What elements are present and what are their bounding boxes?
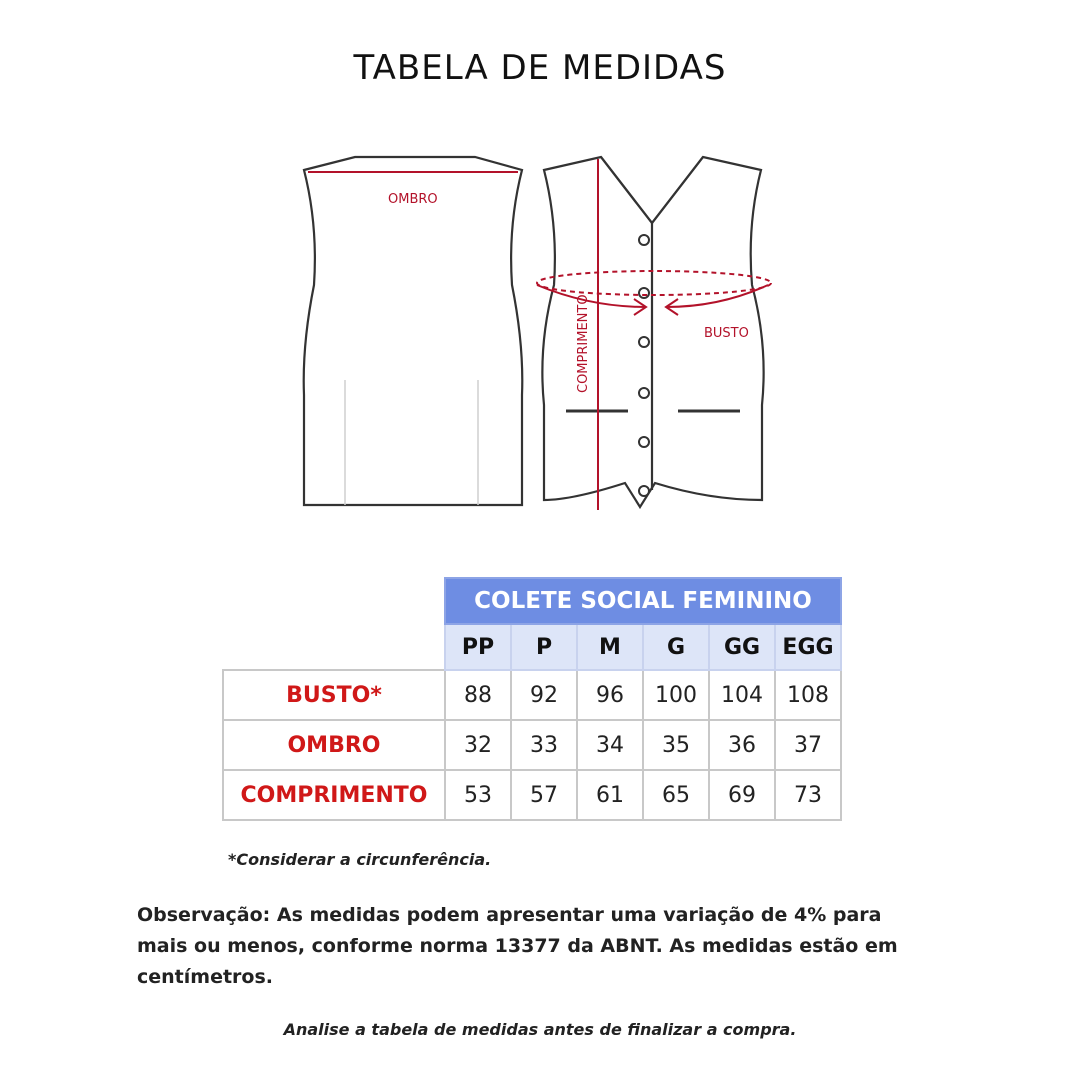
vest-illustration (290, 145, 790, 525)
size-header: M (577, 624, 643, 670)
table-cell: 96 (577, 670, 643, 720)
table-cell: 36 (709, 720, 775, 770)
size-header-row (223, 624, 841, 670)
table-title-row (223, 578, 841, 624)
size-header: G (643, 624, 709, 670)
table-cell: 53 (445, 770, 511, 820)
table-cell: 104 (709, 670, 775, 720)
table-cell: 69 (709, 770, 775, 820)
table-cell: 92 (511, 670, 577, 720)
size-header: EGG (775, 624, 841, 670)
table-cell: 65 (643, 770, 709, 820)
button-icon (639, 288, 649, 298)
table-cell: 34 (577, 720, 643, 770)
circumference-note: *Considerar a circunferência. (228, 850, 492, 869)
table-title: COLETE SOCIAL FEMININO (445, 578, 841, 624)
table-cell: 88 (445, 670, 511, 720)
button-icon (639, 388, 649, 398)
table-cell: 100 (643, 670, 709, 720)
table-cell: 73 (775, 770, 841, 820)
button-icon (639, 337, 649, 347)
busto-label: BUSTO (704, 326, 749, 341)
size-header: PP (445, 624, 511, 670)
table-cell: 57 (511, 770, 577, 820)
table-row (223, 720, 841, 770)
size-table (222, 577, 842, 821)
table-cell: 32 (445, 720, 511, 770)
button-icon (639, 437, 649, 447)
comprimento-label: COMPRIMENTO (576, 294, 591, 393)
table-cell: 61 (577, 770, 643, 820)
ombro-label: OMBRO (388, 192, 438, 207)
vest-buttons (639, 235, 649, 496)
button-icon (639, 486, 649, 496)
busto-measure-dashed (537, 271, 771, 295)
size-header: P (511, 624, 577, 670)
blank-corner (223, 578, 445, 624)
table-cell: 33 (511, 720, 577, 770)
table-row (223, 770, 841, 820)
footer-text: Analise a tabela de medidas antes de finalizar a compra. (283, 1020, 797, 1039)
vest-back-view (304, 157, 523, 505)
button-icon (639, 235, 649, 245)
table-cell: 108 (775, 670, 841, 720)
row-label-comprimento: COMPRIMENTO (223, 770, 445, 820)
table-cell: 37 (775, 720, 841, 770)
row-label-busto: BUSTO* (223, 670, 445, 720)
observation-text: Observação: As medidas podem apresentar uma variação de 4% para mais ou menos, conforme norma 13377 da ABNT. As medidas estão em centímetros. (137, 904, 898, 988)
blank-corner (223, 624, 445, 670)
table-row (223, 670, 841, 720)
page-title: TABELA DE MEDIDAS (353, 48, 727, 88)
row-label-ombro: OMBRO (223, 720, 445, 770)
table-cell: 35 (643, 720, 709, 770)
size-header: GG (709, 624, 775, 670)
